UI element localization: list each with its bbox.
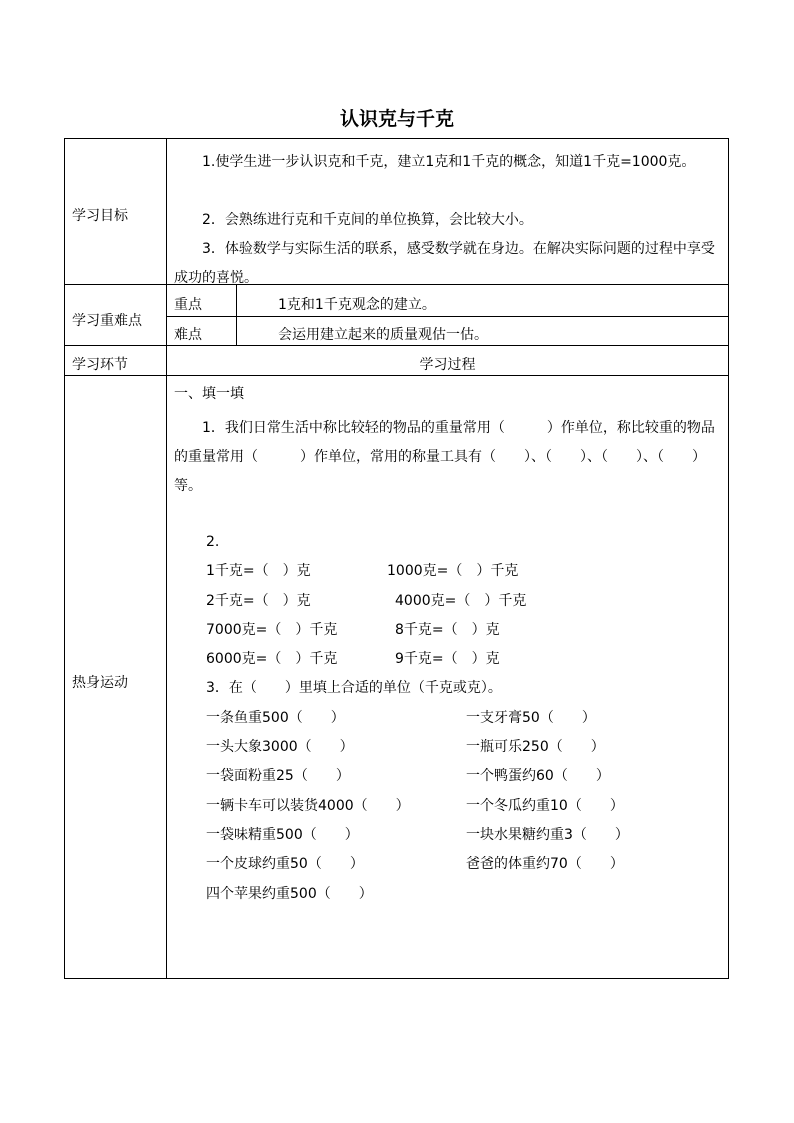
unit-item: 四个苹果约重500（ ）	[206, 886, 373, 902]
warmup-label: 热身运动	[72, 675, 128, 691]
unit-item: 一支牙膏50（ ）	[466, 710, 596, 726]
goal-item-3: 3．体验数学与实际生活的联系，感受数学就在身边。在解决实际问题的过程中享受成功的喜悦。	[174, 241, 715, 286]
unit-item: 一瓶可乐250（ ）	[466, 739, 605, 755]
goal-item-2: 2．会熟练进行克和千克间的单位换算，会比较大小。	[202, 212, 533, 228]
conversion-right: 8千克=（ ）克	[395, 622, 500, 638]
unit-item: 一个冬瓜约重10（ ）	[466, 798, 624, 814]
key-point-text: 1克和1千克观念的建立。	[278, 297, 436, 313]
unit-item: 一头大象3000（ ）	[206, 739, 354, 755]
goals-label: 学习目标	[72, 208, 128, 224]
difficulty-label: 难点	[174, 327, 202, 343]
conversion-left: 6000克=（ ）千克	[206, 651, 338, 667]
row-divider-key-hard	[166, 316, 729, 317]
unit-item: 一袋面粉重25（ ）	[206, 768, 350, 784]
table-border-right	[728, 138, 729, 979]
question-2-label: 2.	[206, 534, 220, 550]
row-divider-keypoints	[64, 345, 729, 346]
conversion-right: 4000克=（ ）千克	[395, 593, 527, 609]
unit-item: 一袋味精重500（ ）	[206, 827, 359, 843]
document-title: 认识克与千克	[339, 108, 454, 130]
section-title: 一、填一填	[174, 386, 244, 402]
row-divider-header	[64, 375, 729, 376]
unit-item: 爸爸的体重约70（ ）	[466, 856, 624, 872]
conversion-left: 7000克=（ ）千克	[206, 622, 338, 638]
unit-item: 一辆卡车可以装货4000（ ）	[206, 798, 410, 814]
key-point-label: 重点	[174, 297, 202, 313]
table-border-top	[64, 138, 729, 139]
column-divider	[166, 138, 167, 979]
phase-header: 学习环节	[72, 357, 128, 373]
keypoints-label: 学习重难点	[72, 313, 142, 329]
conversion-left: 2千克=（ ）克	[206, 593, 311, 609]
conversion-left: 1千克=（ ）克	[206, 563, 311, 579]
unit-item: 一条鱼重500（ ）	[206, 710, 345, 726]
question-3: 3．在（ ）里填上合适的单位（千克或克）。	[206, 680, 502, 696]
conversion-right: 9千克=（ ）克	[395, 651, 500, 667]
unit-item: 一个鸭蛋约60（ ）	[466, 768, 610, 784]
sub-column-divider	[236, 284, 237, 346]
process-header: 学习过程	[419, 357, 476, 373]
unit-item: 一块水果糖约重3（ ）	[466, 827, 629, 843]
table-border-left	[64, 138, 65, 979]
table-border-bottom	[64, 978, 729, 979]
unit-item: 一个皮球约重50（ ）	[206, 856, 364, 872]
conversion-right: 1000克=（ ）千克	[387, 563, 519, 579]
goal-item-1: 1.使学生进一步认识克和千克，建立1克和1千克的概念，知道1千克=1000克。	[202, 154, 696, 170]
difficulty-text: 会运用建立起来的质量观估一估。	[278, 327, 488, 343]
question-1: 1．我们日常生活中称比较轻的物品的重量常用（ ）作单位，称比较重的物品的重量常用（ ）作单位，常用的称量工具有（ ）、（ ）、（ ）、（ ）等。	[174, 420, 715, 494]
